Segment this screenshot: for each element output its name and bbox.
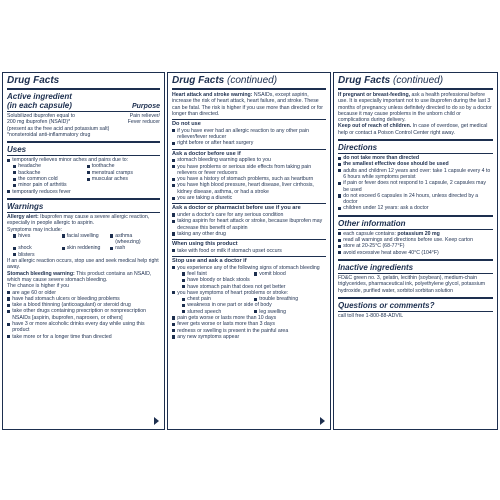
- stop-use-heading: Stop use and ask a doctor if: [172, 256, 326, 265]
- list-item: taking any other drug: [172, 231, 326, 237]
- list-item: have had stomach ulcers or bleeding problems: [7, 296, 160, 302]
- list-item: under a doctor's care for any serious condition: [172, 212, 326, 218]
- drug-facts-panel-1: [2, 72, 165, 430]
- warnings-heading: Warnings: [7, 198, 160, 213]
- list-item: take other drugs containing prescription or nonprescription NSAIDs [aspirin, ibuprofen, naproxen, or others]: [7, 308, 160, 321]
- list-item: chest pain: [182, 296, 254, 302]
- inactive-ingredients-text: FD&C green no. 3, gelatin, lecithin (soybean), medium-chain triglycerides, pharmaceutical ink, polyethylene glycol, potassium hydroxide, purified water, sorbitol sorbitan solution: [338, 274, 486, 294]
- list-item: skin reddening: [62, 245, 111, 251]
- panel-title: Drug Facts: [7, 75, 160, 90]
- list-item: if you have ever had an allergic reaction to any other pain reliever/fever reducer: [172, 128, 326, 141]
- list-item: backache: [13, 170, 87, 176]
- list-item: asthma (wheezing): [110, 233, 159, 246]
- list-item: stomach bleeding warning applies to you: [172, 157, 326, 163]
- when-using-heading: When using this product: [172, 239, 326, 248]
- list-item: take more or for a longer time than directed: [7, 334, 160, 340]
- list-item: adults and children 12 years and over: take 1 capsule every 4 to 6 hours while symptoms persist: [338, 168, 493, 181]
- ask-pharmacist-heading: Ask a doctor or pharmacist before use if you are: [172, 203, 326, 212]
- list-item: avoid excessive heat above 40°C (104°F): [338, 250, 493, 256]
- active-ingredient-subheading: (in each capsule): [7, 101, 72, 110]
- list-item: facial swelling: [62, 233, 111, 246]
- ingredient-line: *nonsteroidal anti-inflammatory drug: [7, 131, 91, 138]
- stomach-warning: Stomach bleeding warning: This product contains an NSAID, which may cause severe stomach bleeding.: [7, 270, 152, 283]
- list-item: vomit blood: [254, 271, 326, 277]
- list-item: taking aspirin for heart attack or stroke, because ibuprofen may decrease this benefit of aspirin: [172, 218, 326, 231]
- list-item: any new symptoms appear: [172, 334, 326, 340]
- ask-doctor-heading: Ask a doctor before use if: [172, 149, 326, 158]
- list-item: you have a history of stomach problems, such as heartburn: [172, 176, 326, 182]
- questions-heading: Questions or comments?: [338, 297, 493, 312]
- list-item: if pain or fever does not respond to 1 capsule, 2 capsules may be used: [338, 180, 493, 193]
- pregnancy-warning: If pregnant or breast-feeding, ask a health professional before use. It is especially important not to use ibuprofen during the last 3 months of pregnancy unless definitely directed to do so by a doctor because it may cause problems in the unborn child or complications during delivery.: [338, 92, 492, 124]
- list-item: have 3 or more alcoholic drinks every day while using this product: [7, 321, 160, 334]
- list-item: leg swelling: [254, 309, 326, 315]
- list-item: read all warnings and directions before use. Keep carton: [338, 237, 493, 243]
- allergy-alert: Allergy alert: Ibuprofen may cause a severe allergic reaction, especially in people allergic to aspirin.: [7, 213, 150, 227]
- drug-facts-panel-2: [167, 72, 331, 430]
- list-item: right before or after heart surgery: [172, 140, 326, 146]
- heart-warning: Heart attack and stroke warning: NSAIDs, except aspirin, increase the risk of heart attack, heart failure, and stroke. These can be fatal. The risk is higher if you use more than directed or for longer than directed.: [172, 92, 323, 117]
- list-item: you are taking a diuretic: [172, 195, 326, 201]
- list-item: slurred speech: [182, 309, 254, 315]
- list-item: weakness in one part or side of body: [172, 302, 326, 308]
- list-item: temporarily reduces fever: [7, 189, 160, 195]
- list-item: each capsule contains: potassium 20 mg: [338, 231, 493, 237]
- allergy-after: If an allergic reaction occurs, stop use and seek medical help right away.: [7, 258, 159, 271]
- list-item: you have symptoms of heart problems or stroke:: [172, 290, 326, 296]
- list-item: headache: [13, 163, 87, 169]
- continue-arrow-icon: [320, 417, 325, 425]
- panel-title: Drug Facts (continued): [172, 75, 326, 90]
- list-item: children under 12 years: ask a doctor: [338, 205, 493, 211]
- list-item: redness or swelling is present in the painful area: [172, 328, 326, 334]
- list-item: menstrual cramps: [87, 170, 161, 176]
- ingredient-purpose: Pain reliever/: [129, 113, 160, 119]
- ingredient-line: (present as the free acid and potassium salt): [7, 125, 110, 132]
- other-information-heading: Other information: [338, 215, 493, 230]
- panel-title: Drug Facts (continued): [338, 75, 493, 90]
- ingredient-purpose: Fever reducer: [127, 119, 160, 126]
- list-item: temporarily relieves minor aches and pains due to:: [7, 157, 160, 163]
- list-item: have stomach pain that does not get better: [172, 284, 326, 290]
- list-item: trouble breathing: [254, 296, 326, 302]
- continue-arrow-icon: [154, 417, 159, 425]
- list-item: you have high blood pressure, heart disease, liver cirrhosis, kidney disease, asthma, or had a stroke: [172, 182, 326, 195]
- list-item: shock: [13, 245, 62, 251]
- list-item: toothache: [87, 163, 161, 169]
- purpose-heading: Purpose: [131, 102, 160, 110]
- list-item: minor pain of arthritis: [7, 182, 160, 188]
- list-item: pain gets worse or lasts more than 10 days: [172, 315, 326, 321]
- list-item: take with food or milk if stomach upset occurs: [172, 248, 326, 254]
- list-item: muscular aches: [87, 176, 161, 182]
- questions-text: call toll free 1-800-88-ADVIL: [338, 312, 404, 319]
- symptoms-intro: Symptoms may include:: [7, 226, 63, 233]
- list-item: take a blood thinning (anticoagulant) or steroid drug: [7, 302, 160, 308]
- list-item: store at 20-25°C (68-77°F): [338, 243, 493, 249]
- directions-heading: Directions: [338, 139, 493, 154]
- list-item: the smallest effective dose should be used: [338, 161, 493, 167]
- ingredient-line: Solubilized ibuprofen equal to: [7, 113, 76, 119]
- list-item: fever gets worse or lasts more than 3 days: [172, 321, 326, 327]
- inactive-ingredients-heading: Inactive ingredients: [338, 259, 493, 274]
- keep-out-of-reach: Keep out of reach of children. In case of overdose, get medical help or contact a Poison Control Center right away.: [338, 123, 488, 136]
- list-item: do not exceed 6 capsules in 24 hours, unless directed by a doctor: [338, 193, 493, 206]
- list-item: are age 60 or older: [7, 290, 160, 296]
- list-item: have bloody or black stools: [172, 277, 326, 283]
- list-item: blisters: [13, 252, 62, 258]
- list-item: rash: [110, 245, 159, 251]
- list-item: hives: [13, 233, 62, 246]
- chance-intro: The chance is higher if you: [7, 283, 69, 290]
- uses-heading: Uses: [7, 141, 160, 156]
- list-item: the common cold: [13, 176, 87, 182]
- list-item: you experience any of the following signs of stomach bleeding: [172, 265, 326, 271]
- list-item: you have problems or serious side effects from taking pain relievers or fever reducers: [172, 164, 326, 177]
- ingredient-line: 200 mg ibuprofen (NSAID)*: [7, 119, 71, 126]
- drug-facts-panel-3: [333, 72, 498, 430]
- active-ingredient-heading: Active ingredient: [7, 92, 72, 101]
- do-not-use-heading: Do not use: [172, 119, 326, 128]
- list-item: do not take more than directed: [338, 155, 493, 161]
- list-item: feel faint: [182, 271, 254, 277]
